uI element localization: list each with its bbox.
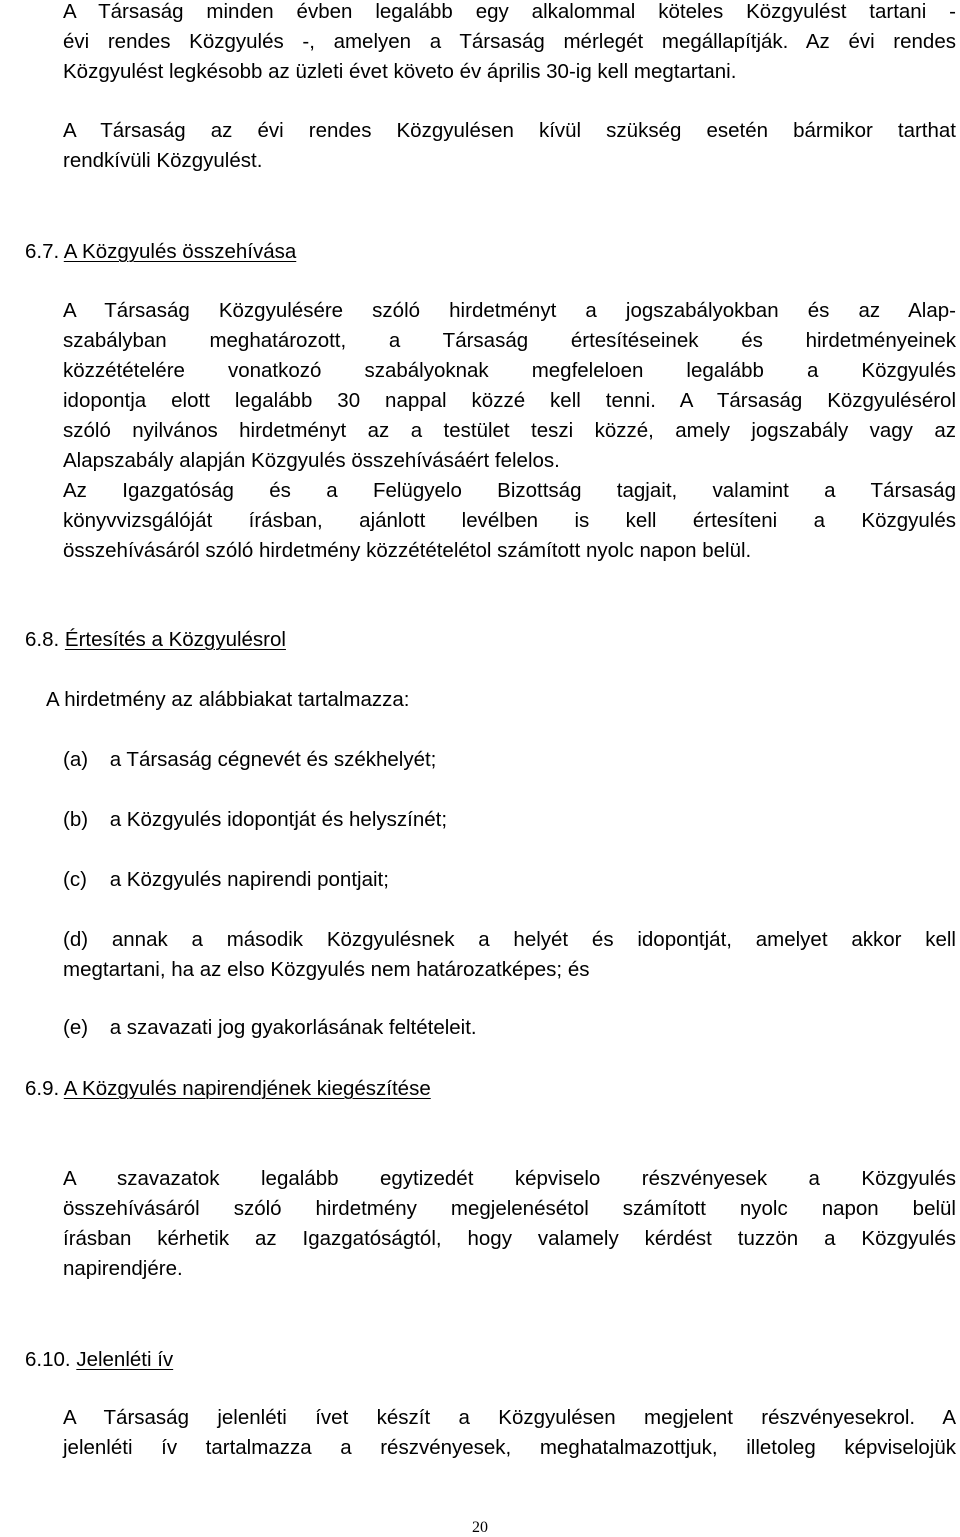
text-line: Az Igazgatóság és a Felügyelo Bizottság tagjait, valamint a Társaság [63, 479, 956, 502]
section-title: Értesítés a Közgyulésrol [64, 628, 286, 651]
list-item-label: (d) [63, 928, 89, 951]
text-line: szabályban meghatározott, a Társaság értesítéseinek és hirdetményeinek [63, 329, 956, 352]
text-line: közzétételére vonatkozó szabályoknak megfeleloen legalább a Közgyulés [63, 359, 956, 382]
text-line: Közgyulést legkésobb az üzleti évet követo év április 30-ig kell megtartani. [63, 60, 737, 83]
list-item-label: (b) [63, 808, 89, 831]
list-item-first-line [63, 928, 956, 952]
list-item [63, 808, 447, 832]
list-item-text: a Társaság cégnevét és székhelyét; [109, 748, 437, 771]
list-item [63, 1016, 477, 1040]
section-heading-6-10 [25, 1348, 173, 1372]
list-item-label: (c) [63, 868, 87, 891]
section-title: Jelenléti ív [76, 1348, 174, 1371]
section-title: A Közgyulés összehívása [63, 240, 297, 263]
text-line: A Társaság minden évben legalább egy alkalommal köteles Közgyulést tartani - [63, 0, 956, 23]
text-line: jelenléti ív tartalmazza a részvényesek, meghatalmazottjuk, illetoleg képviselojük [63, 1436, 956, 1459]
text-line: írásban kérhetik az Igazgatóságtól, hogy valamely kérdést tuzzön a Közgyulés [63, 1227, 956, 1250]
text-line: napirendjére. [63, 1257, 183, 1280]
section-title: A Közgyulés napirendjének kiegészítése [63, 1077, 431, 1100]
notice-intro: A hirdetmény az alábbiakat tartalmazza: [46, 688, 410, 711]
page-number: 20 [472, 1519, 488, 1536]
text-line: A Társaság jelenléti ívet készít a Közgyulésen megjelent részvényesekrol. A [63, 1406, 956, 1429]
list-item-label: (a) [63, 748, 89, 771]
text-line: Alapszabály alapján Közgyulés összehívásáért felelos. [63, 449, 560, 472]
text-line: összehívásáról szóló hirdetmény közzétételétol számított nyolc napon belül. [63, 539, 752, 562]
list-item-text: a Közgyulés napirendi pontjait; [109, 868, 389, 891]
list-item-continuation: megtartani, ha az elso Közgyulés nem határozatképes; és [63, 958, 590, 981]
section-number: 6.10. [25, 1348, 71, 1371]
section-heading-6-9 [25, 1077, 431, 1101]
text-line: szóló nyilvános hirdetményt az a testület teszi közzé, amely jogszabály vagy az [63, 419, 956, 442]
text-line: évi rendes Közgyulés -, amelyen a Társaság mérlegét megállapítják. Az évi rendes [63, 30, 956, 53]
list-item-text: a Közgyulés idopontját és helyszínét; [109, 808, 448, 831]
text-line: A szavazatok legalább egytizedét képviselo részvényesek a Közgyulés [63, 1167, 956, 1190]
text-line: idopontja elott legalább 30 nappal közzé kell tenni. A Társaság Közgyulésérol [63, 389, 956, 412]
list-item [63, 748, 436, 772]
text-line: összehívásáról szóló hirdetmény megjelenésétol számított nyolc napon belül [63, 1197, 956, 1220]
section-number: 6.8. [25, 628, 60, 651]
section-number: 6.9. [25, 1077, 60, 1100]
list-item-text: a szavazati jog gyakorlásának feltételeit. [109, 1016, 477, 1039]
list-item-label: (e) [63, 1016, 89, 1039]
section-heading-6-8 [25, 628, 286, 652]
list-item-text: annak a második Közgyulésnek a helyét és idopontját, amelyet akkor kell [111, 928, 956, 951]
text-line: rendkívüli Közgyulést. [63, 149, 263, 172]
section-heading-6-7 [25, 240, 296, 264]
section-number: 6.7. [25, 240, 60, 263]
text-line: A Társaság Közgyulésére szóló hirdetményt a jogszabályokban és az Alap- [63, 299, 956, 322]
list-item [63, 868, 389, 892]
text-line: A Társaság az évi rendes Közgyulésen kívül szükség esetén bármikor tarthat [63, 119, 956, 142]
text-line: könyvvizsgálóját írásban, ajánlott levélben is kell értesíteni a Közgyulés [63, 509, 956, 532]
